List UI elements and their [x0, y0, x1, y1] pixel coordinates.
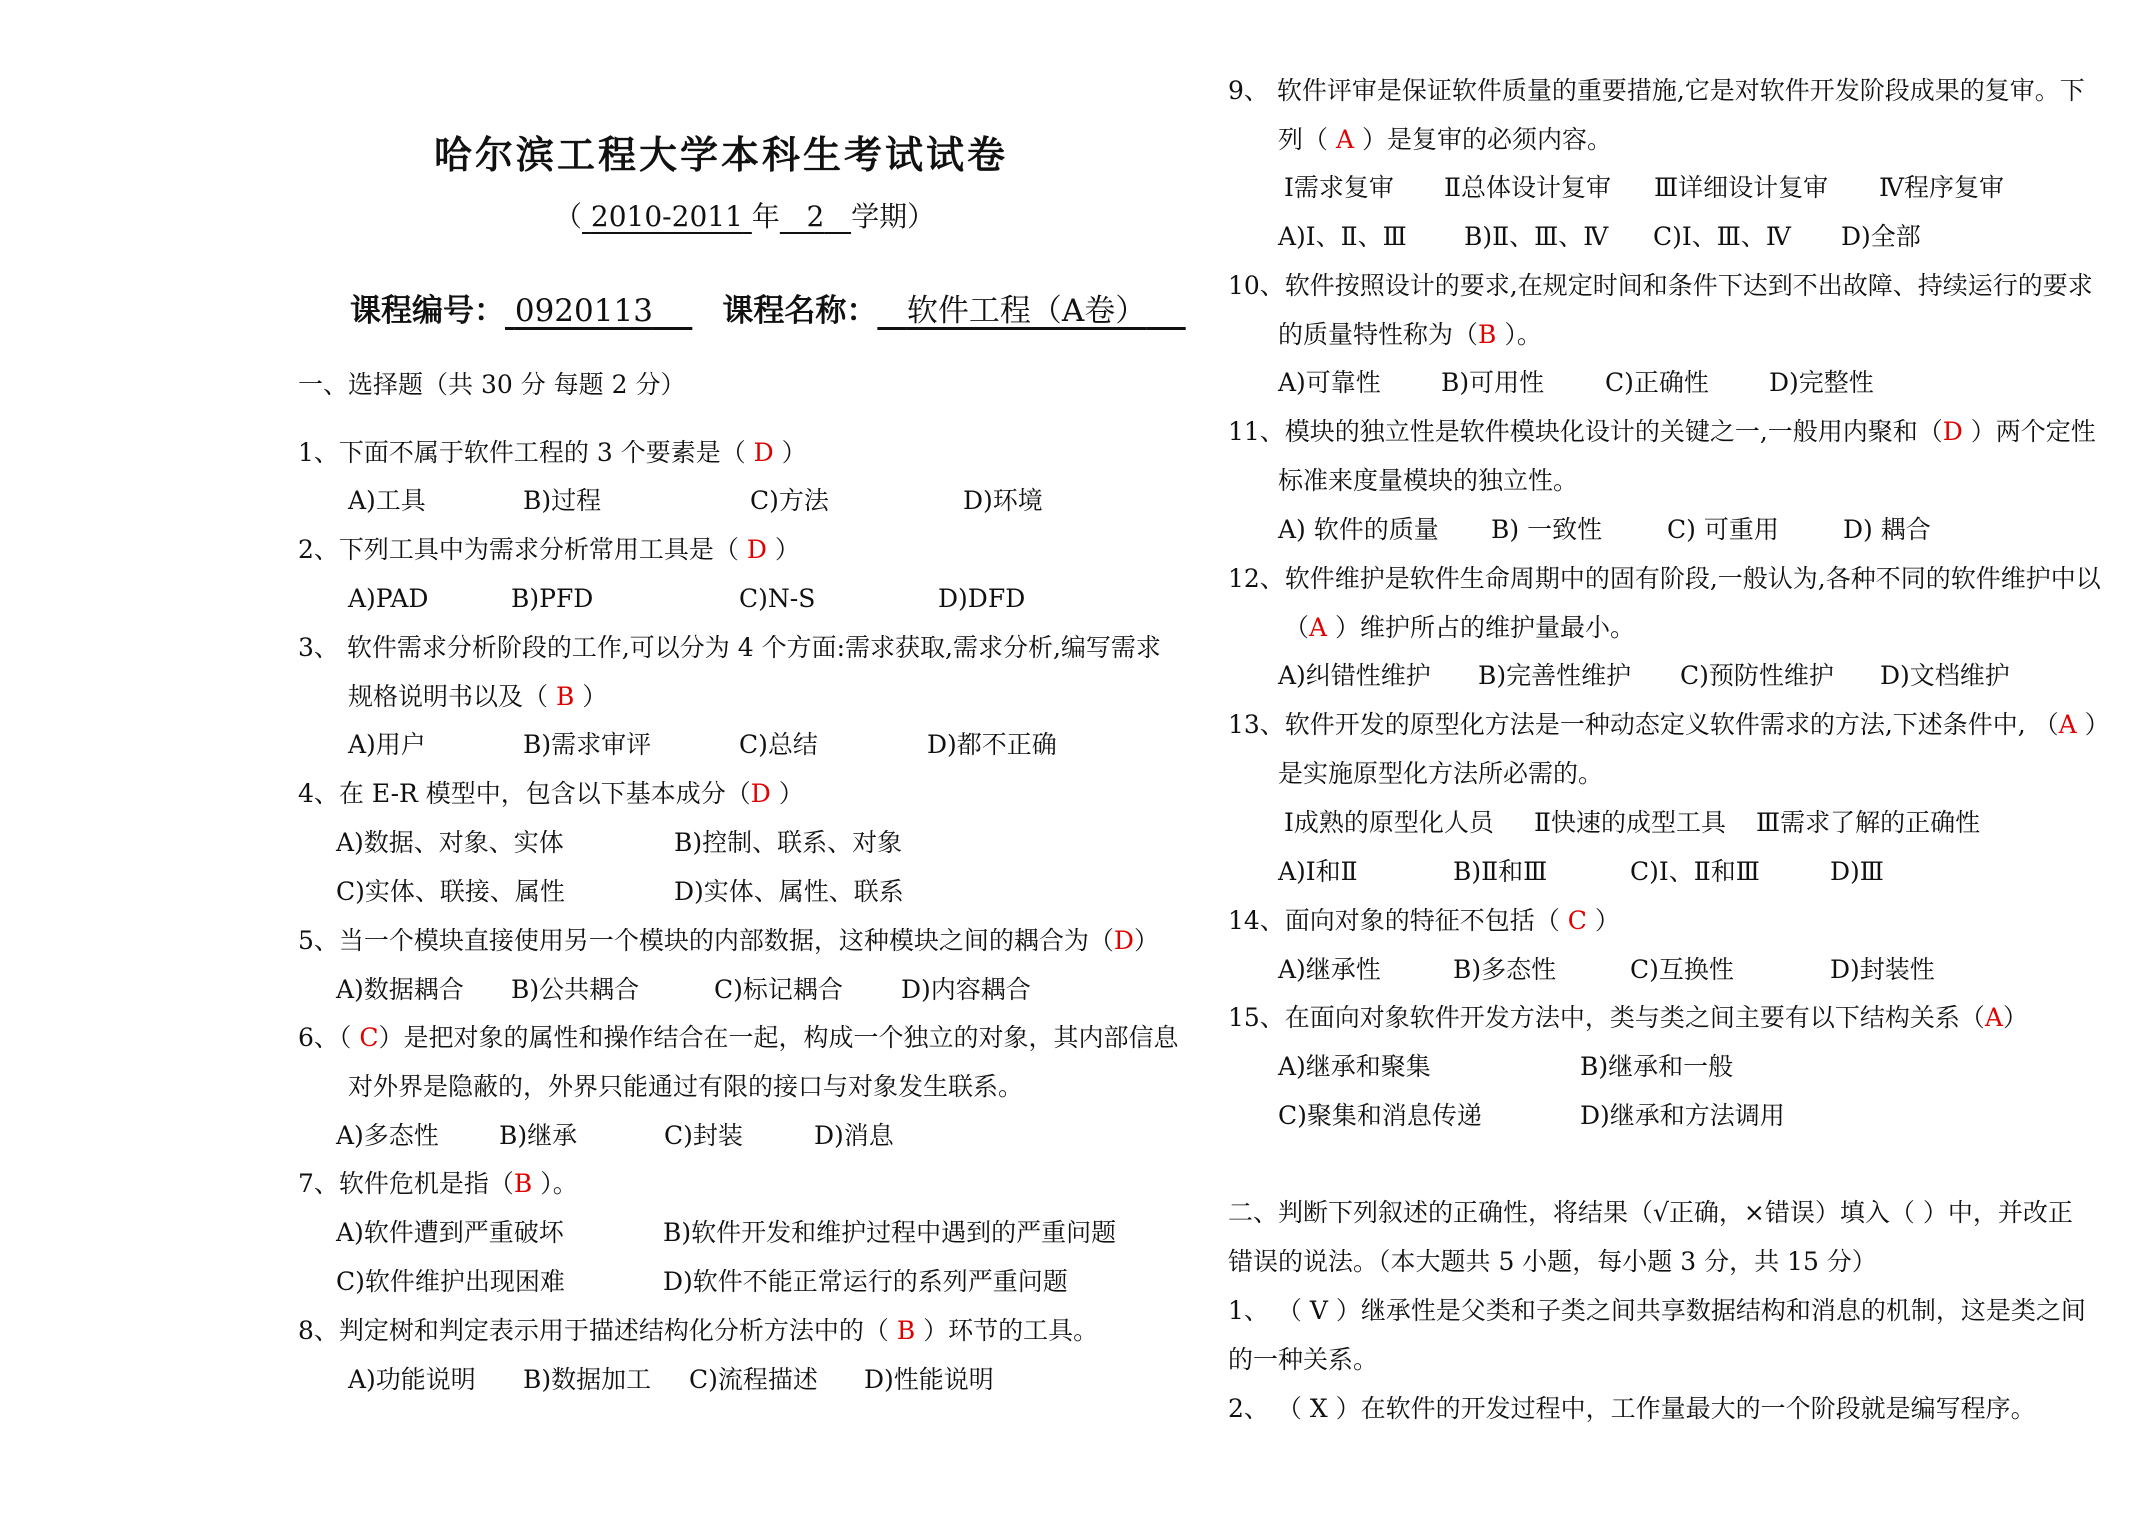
semester-term-suffix: 学期）: [851, 200, 936, 233]
option: A)纠错性维护: [1278, 661, 1431, 690]
option: D)继承和方法调用: [1580, 1101, 1785, 1130]
answer-6: C: [359, 1023, 379, 1052]
option: A)数据、对象、实体: [336, 828, 564, 857]
option: D) 耦合: [1843, 515, 1931, 544]
option: C)聚集和消息传递: [1278, 1101, 1482, 1130]
question-3: 3、 软件需求分析阶段的工作,可以分为 4 个方面:需求获取,需求分析,编写需求: [298, 633, 1161, 662]
question-11-cont: 标准来度量模块的独立性。: [1278, 466, 1579, 495]
question-3-cont: 规格说明书以及（ B ）: [348, 682, 608, 711]
items-9: [1284, 171, 2004, 205]
option: C)互换性: [1630, 955, 1734, 984]
option: C)正确性: [1605, 368, 1709, 397]
option: B)公共耦合: [511, 975, 640, 1004]
question-15: 15、在面向对象软件开发方法中，类与类之间主要有以下结构关系（A）: [1228, 1003, 2028, 1032]
option: A)多态性: [336, 1121, 439, 1150]
review-item: Ⅲ详细设计复审: [1654, 173, 1829, 202]
options-11: [1278, 513, 1931, 547]
option: C)Ⅰ、Ⅱ和Ⅲ: [1630, 857, 1760, 886]
option: B)Ⅱ、Ⅲ、Ⅳ: [1464, 222, 1609, 251]
course-name: 软件工程（A卷）: [906, 293, 1147, 329]
answer-9: A: [1335, 125, 1355, 154]
question-12: 12、软件维护是软件生命周期中的固有阶段,一般认为,各种不同的软件维护中以: [1228, 564, 2101, 593]
option: D)性能说明: [864, 1365, 994, 1394]
question-4: 4、在 E-R 模型中，包含以下基本成分（D ）: [298, 779, 804, 808]
answer-2: D: [746, 535, 767, 564]
option: A)功能说明: [348, 1365, 476, 1394]
course-code: 0920113: [514, 293, 653, 329]
question-6-cont: 对外界是隐蔽的，外界只能通过有限的接口与对象发生联系。: [348, 1072, 1024, 1101]
option: D)文档维护: [1880, 661, 2010, 690]
options-15b: [1278, 1099, 1785, 1133]
question-9: 9、 软件评审是保证软件质量的重要措施,它是对软件开发阶段成果的复审。下: [1228, 76, 2085, 105]
question-13-cont: 是实施原型化方法所必需的。: [1278, 759, 1604, 788]
option: A)数据耦合: [336, 975, 464, 1004]
option: A)用户: [348, 730, 426, 759]
option: A)软件遭到严重破坏: [336, 1218, 564, 1247]
judgement-1: 1、 （ V ）继承性是父类和子类之间共享数据结构和消息的机制，这是类之间: [1228, 1296, 2086, 1325]
option: B)数据加工: [523, 1365, 652, 1394]
course-name-label: 课程名称：: [722, 293, 878, 329]
judgement-1-cont: 的一种关系。: [1228, 1345, 1379, 1374]
option: B)PFD: [511, 584, 594, 613]
option: C)Ⅰ、Ⅲ、Ⅳ: [1653, 222, 1791, 251]
option: C)标记耦合: [714, 975, 843, 1004]
section1-heading: 一、选择题（共 30 分 每题 2 分）: [298, 370, 686, 399]
answer-14: C: [1567, 906, 1587, 935]
option: A)PAD: [348, 584, 429, 613]
semester-year-suffix: 年: [751, 200, 780, 233]
answer-8: B: [896, 1316, 916, 1345]
answer-3: B: [555, 682, 575, 711]
judgement-answer-1: V: [1309, 1296, 1328, 1325]
answer-12: A: [1309, 613, 1328, 642]
semester-year: 2010-2011: [590, 200, 743, 233]
answer-4: D: [750, 779, 771, 808]
option: B)可用性: [1441, 368, 1545, 397]
answer-1: D: [753, 438, 774, 467]
option: C)封装: [664, 1121, 743, 1150]
course-line: [350, 294, 1186, 328]
question-8: 8、判定树和判定表示用于描述结构化分析方法中的（ B ）环节的工具。: [298, 1316, 1099, 1345]
question-11: 11、模块的独立性是软件模块化设计的关键之一,一般用内聚和（D ）两个定性: [1228, 417, 2096, 446]
judgement-2: 2、 （ X ）在软件的开发过程中，工作量最大的一个阶段就是编写程序。: [1228, 1394, 2036, 1423]
answer-13: A: [2058, 710, 2077, 739]
answer-10: B: [1478, 320, 1497, 349]
question-10-cont: 的质量特性称为（B ）。: [1278, 320, 1542, 349]
answer-11: D: [1942, 417, 1963, 446]
option: D)全部: [1841, 222, 1921, 251]
option: D)都不正确: [927, 730, 1057, 759]
option: B)Ⅱ和Ⅲ: [1453, 857, 1548, 886]
options-8: [348, 1363, 994, 1397]
option: B) 一致性: [1491, 515, 1603, 544]
option: D)环境: [963, 486, 1043, 515]
option: B)继承和一般: [1580, 1052, 1734, 1081]
review-item: Ⅰ需求复审: [1284, 173, 1394, 202]
option: D)封装性: [1830, 955, 1935, 984]
options-12: [1278, 659, 2010, 693]
option: C)总结: [739, 730, 818, 759]
options-2: [348, 582, 1025, 616]
option: A)Ⅰ、Ⅱ、Ⅲ: [1278, 222, 1407, 251]
option: D)DFD: [938, 584, 1026, 613]
option: C)预防性维护: [1680, 661, 1834, 690]
option: B)多态性: [1453, 955, 1557, 984]
review-item: Ⅳ程序复审: [1879, 173, 2004, 202]
review-item: Ⅱ总体设计复审: [1444, 173, 1611, 202]
exam-title: 哈尔滨工程大学本科生考试试卷: [434, 132, 1009, 177]
options-14: [1278, 953, 1935, 987]
question-7: 7、软件危机是指（B ）。: [298, 1169, 578, 1198]
option: C)方法: [750, 486, 829, 515]
option: C) 可重用: [1667, 515, 1779, 544]
options-7b: [336, 1265, 1068, 1299]
condition-item: Ⅲ需求了解的正确性: [1756, 808, 1981, 837]
option: D)完整性: [1769, 368, 1874, 397]
options-6: [336, 1119, 894, 1153]
options-4a: [336, 826, 902, 860]
option: D)消息: [814, 1121, 894, 1150]
option: C)实体、联接、属性: [336, 877, 565, 906]
option: D)内容耦合: [901, 975, 1031, 1004]
option: C)N-S: [739, 584, 816, 613]
options-7a: [336, 1216, 1116, 1250]
answer-7: B: [513, 1169, 533, 1198]
answer-5: D: [1113, 926, 1134, 955]
question-5: 5、当一个模块直接使用另一个模块的内部数据，这种模块之间的耦合为（D）: [298, 926, 1159, 955]
section2-heading: 二、判断下列叙述的正确性，将结果（√正确，×错误）填入（ ）中，并改正: [1228, 1198, 2073, 1227]
judgement-answer-2: X: [1309, 1394, 1328, 1423]
option: B)继承: [499, 1121, 578, 1150]
option: A)Ⅰ和Ⅱ: [1278, 857, 1358, 886]
option: A)可靠性: [1278, 368, 1381, 397]
option: D)实体、属性、联系: [674, 877, 904, 906]
semester-open: （: [554, 200, 583, 233]
option: A) 软件的质量: [1278, 515, 1439, 544]
semester-line: [554, 200, 935, 234]
options-15a: [1278, 1050, 1733, 1084]
option: A)继承和聚集: [1278, 1052, 1431, 1081]
condition-item: Ⅱ快速的成型工具: [1534, 808, 1726, 837]
option: A)工具: [348, 486, 426, 515]
option: C)软件维护出现困难: [336, 1267, 565, 1296]
options-4b: [336, 875, 904, 909]
option: C)流程描述: [689, 1365, 818, 1394]
option: B)控制、联系、对象: [674, 828, 903, 857]
question-2: 2、下列工具中为需求分析常用工具是（ D ）: [298, 535, 800, 564]
option: A)继承性: [1278, 955, 1381, 984]
question-1: 1、下面不属于软件工程的 3 个要素是（ D ）: [298, 438, 807, 467]
course-code-label: 课程编号：: [350, 293, 505, 329]
items-13: [1284, 806, 1980, 840]
question-13: 13、软件开发的原型化方法是一种动态定义软件需求的方法,下述条件中, （A ）: [1228, 710, 2110, 739]
option: B)软件开发和维护过程中遇到的严重问题: [663, 1218, 1117, 1247]
question-6: 6、（ C）是把对象的属性和操作结合在一起，构成一个独立的对象，其内部信息: [298, 1023, 1179, 1052]
answer-15: A: [1984, 1003, 2003, 1032]
options-10: [1278, 366, 1874, 400]
semester-term: 2: [806, 200, 825, 233]
question-14: 14、面向对象的特征不包括（ C ）: [1228, 906, 1620, 935]
question-9-cont: 列（ A ）是复审的必须内容。: [1278, 125, 1612, 154]
options-5: [336, 973, 1031, 1007]
condition-item: Ⅰ成熟的原型化人员: [1284, 808, 1494, 837]
options-1: [348, 484, 1043, 518]
option: B)完善性维护: [1478, 661, 1632, 690]
option: D)软件不能正常运行的系列严重问题: [663, 1267, 1068, 1296]
option: B)过程: [523, 486, 602, 515]
options-13: [1278, 855, 1884, 889]
question-12-cont: （A ）维护所占的维护量最小。: [1284, 613, 1636, 642]
section2-heading-cont: 错误的说法。（本大题共 5 小题，每小题 3 分，共 15 分）: [1228, 1247, 1877, 1276]
question-10: 10、软件按照设计的要求,在规定时间和条件下达到不出故障、持续运行的要求: [1228, 271, 2093, 300]
options-9: [1278, 220, 1921, 254]
option: D)Ⅲ: [1830, 857, 1884, 886]
options-3: [348, 728, 1057, 762]
option: B)需求审评: [523, 730, 652, 759]
